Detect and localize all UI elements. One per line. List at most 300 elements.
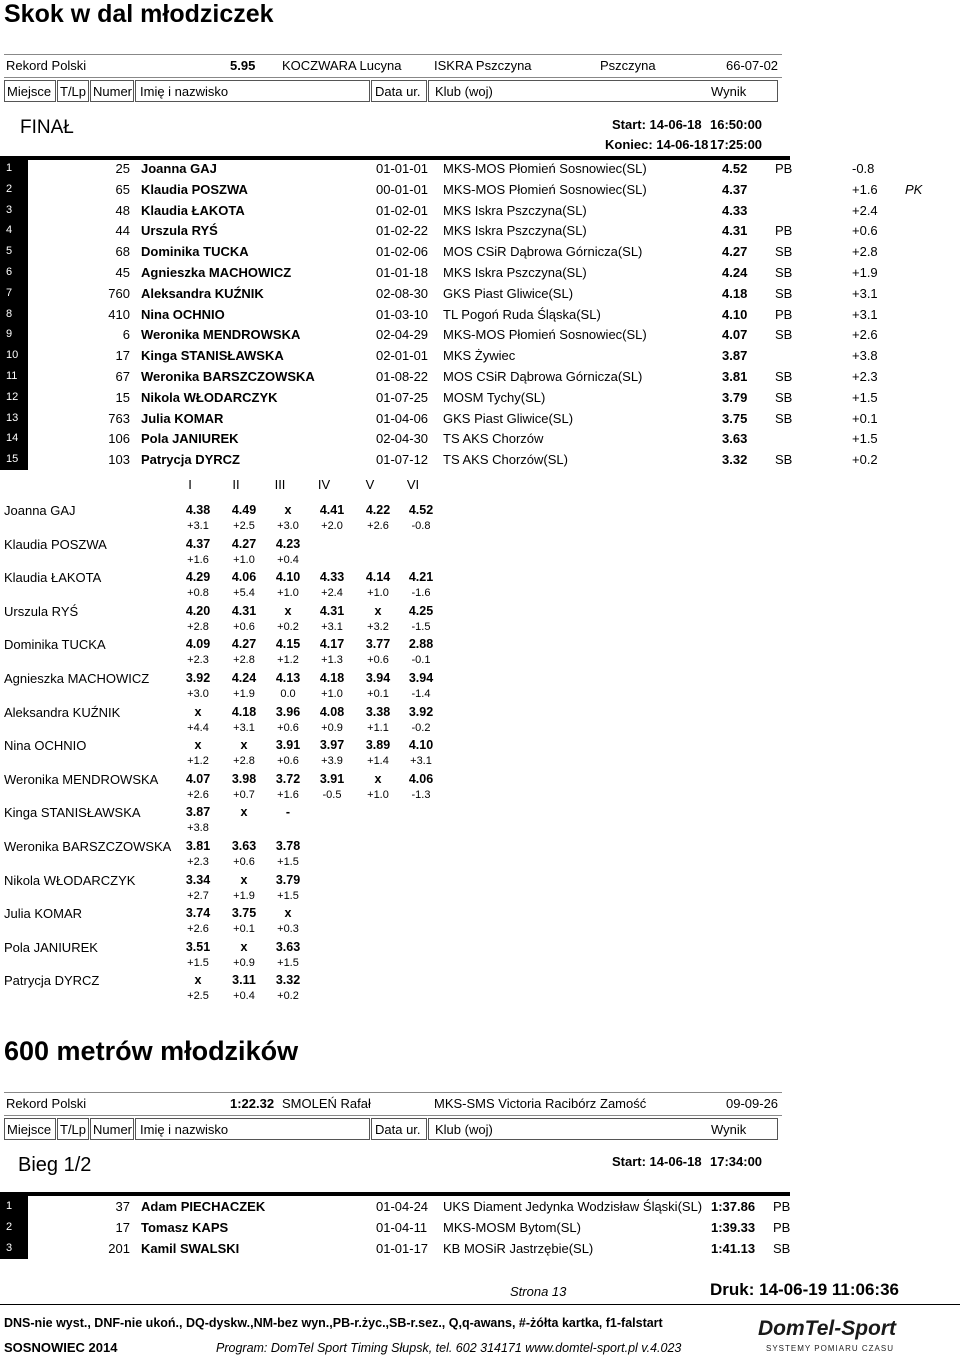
attempt-mark: 3.94 — [408, 671, 434, 685]
attempt-wind: +2.8 — [187, 620, 209, 633]
attempt-mark: 4.24 — [231, 671, 257, 685]
attempt-wind: +0.1 — [233, 923, 255, 936]
result-name: Nina OCHNIO — [141, 306, 225, 322]
page-number: Strona 13 — [510, 1284, 567, 1299]
attempt-mark: 4.10 — [408, 738, 434, 753]
result-row — [0, 200, 960, 221]
result-dob: 01-02-22 — [376, 223, 429, 239]
footer-city: SOSNOWIEC 2014 — [4, 1340, 118, 1355]
attempt-mark: 4.25 — [408, 603, 434, 618]
result-row — [0, 449, 960, 470]
attempt-wind: +0.6 — [277, 721, 299, 734]
footer-legend: DNS-nie wyst., DNF-nie ukoń., DQ-dyskw.,NM-bez wyn.,PB-r.życ.,SB-r.sez., Q,q-awans, #-żółta kartka, f1-falstart — [4, 1316, 663, 1330]
result-name: Dominika TUCKA — [141, 244, 249, 260]
col-club: Klub (woj) Wynik — [428, 80, 778, 102]
attempt-mark: 3.77 — [365, 637, 391, 652]
attempt-mark: 4.52 — [408, 503, 434, 517]
result-number: 17 — [115, 348, 130, 364]
attempt-wind: +2.0 — [321, 520, 343, 532]
result-name: Klaudia POSZWA — [141, 181, 248, 197]
attempt-mark: 3.79 — [275, 872, 301, 887]
result-number: 410 — [108, 306, 130, 322]
attempt-mark: x — [374, 771, 382, 786]
result-number: 6 — [122, 327, 130, 343]
result-mark: 3.75 — [722, 410, 748, 426]
logo-main: DomTel-Sport — [758, 1317, 897, 1340]
result-name: Nikola WŁODARCZYK — [141, 389, 278, 405]
attempt-mark: 3.51 — [185, 939, 211, 954]
attempt-mark: - — [285, 805, 291, 820]
attempt-wind: +5.4 — [233, 587, 255, 600]
attempt-athlete: Weronika BARSZCZOWSKA — [4, 839, 172, 854]
attempt-wind: +2.3 — [187, 654, 209, 667]
result-record: PB — [775, 306, 793, 322]
attempt-mark: 3.94 — [365, 671, 391, 685]
result2-club: KB MOSiR Jastrzębie(SL) — [443, 1241, 594, 1256]
result-wind: +2.4 — [852, 202, 878, 218]
attempt-wind: +1.6 — [187, 553, 209, 566]
attempt-wind: +1.6 — [277, 788, 299, 801]
attempt-mark: 4.14 — [365, 570, 391, 585]
result-mark: 3.81 — [722, 369, 748, 384]
attempt-wind: +0.6 — [233, 620, 255, 633]
attempt-mark: x — [240, 738, 248, 753]
result-row — [0, 408, 960, 429]
record2-label: Rekord Polski — [6, 1096, 87, 1111]
result-dob: 01-01-01 — [376, 161, 429, 176]
result-number: 15 — [115, 389, 130, 405]
attempt-wind: +1.4 — [367, 755, 389, 768]
col-number: Numer — [90, 80, 134, 102]
result-club: MKS Żywiec — [443, 348, 516, 364]
attempt-wind: +0.4 — [277, 553, 299, 566]
attempt-wind: +0.6 — [233, 856, 255, 868]
attempt-mark: x — [240, 805, 248, 820]
attempt-mark: 4.22 — [365, 503, 391, 517]
result-name: Klaudia ŁAKOTA — [141, 202, 245, 218]
result-name: Agnieszka MACHOWICZ — [141, 265, 292, 280]
attempt-mark: 3.97 — [319, 738, 345, 753]
col2-place: Miejsce — [4, 1118, 56, 1140]
result-number: 44 — [115, 223, 130, 239]
round-label: FINAŁ — [20, 117, 74, 138]
result-row — [0, 283, 960, 304]
domtel-logo — [758, 1317, 906, 1357]
attempt-wind: +3.2 — [367, 620, 389, 633]
start-label: Start: 14-06-18 — [612, 117, 702, 132]
attempt-mark: 4.37 — [185, 536, 211, 551]
result-record: SB — [775, 285, 793, 301]
result-row — [0, 179, 960, 200]
attempt-athlete: Nina OCHNIO — [4, 738, 87, 754]
attempt-mark: x — [284, 603, 292, 618]
attempt-mark: 4.17 — [319, 637, 345, 652]
attempt-athlete: Pola JANIUREK — [4, 939, 98, 955]
result-place: 1 — [0, 158, 28, 179]
result-wind: +0.6 — [852, 223, 878, 239]
result-name: Joanna GAJ — [141, 161, 217, 176]
result2-name: Tomasz KAPS — [141, 1220, 229, 1235]
result-wind: +1.9 — [852, 265, 878, 280]
record2-value: 1:22.32 — [230, 1096, 275, 1111]
attempt-mark: x — [284, 906, 292, 921]
result-mark: 3.87 — [722, 348, 748, 364]
result-club: MKS-MOS Płomień Sosnowiec(SL) — [443, 181, 647, 197]
result-name: Weronika MENDROWSKA — [141, 327, 301, 343]
result-club: MOS CSiR Dąbrowa Górnicza(SL) — [443, 369, 643, 384]
col-name: Imię i nazwisko — [135, 80, 370, 102]
attempt-mark: 4.15 — [275, 637, 301, 652]
result-mark: 4.18 — [722, 285, 748, 301]
attempt-mark: 3.87 — [185, 805, 211, 820]
attempt-athlete: Dominika TUCKA — [4, 637, 106, 653]
result2-record: PB — [773, 1199, 791, 1214]
attempt-header: IV — [317, 477, 331, 492]
result-place: 12 — [0, 387, 28, 408]
result-dob: 01-03-10 — [376, 306, 429, 322]
result2-club: UKS Diament Jedynka Wodzisław Śląski(SL) — [443, 1199, 703, 1214]
start-time: 16:50:00 — [710, 117, 763, 132]
result2-row — [0, 1196, 960, 1217]
attempt-mark: 4.33 — [319, 570, 345, 585]
attempt-mark: 3.11 — [232, 973, 256, 988]
result2-record: PB — [773, 1220, 791, 1235]
attempt-athlete: Aleksandra KUŹNIK — [4, 704, 121, 720]
attempt-mark: x — [284, 503, 292, 517]
attempt-wind: +2.7 — [187, 889, 209, 902]
attempt-athlete: Kinga STANISŁAWSKA — [4, 805, 141, 821]
result-name: Pola JANIUREK — [141, 431, 239, 447]
record-holder: KOCZWARA Lucyna — [282, 58, 402, 73]
result-number: 25 — [115, 161, 130, 176]
attempt-mark: 3.34 — [185, 872, 211, 887]
attempt-athlete: Urszula RYŚ — [4, 603, 79, 619]
result-number: 67 — [115, 369, 130, 384]
attempt-wind: +2.3 — [187, 856, 209, 868]
result-wind: +1.5 — [852, 431, 878, 447]
attempt-mark: x — [240, 872, 248, 887]
attempt-mark: 3.63 — [231, 839, 257, 853]
attempt-wind: +0.9 — [233, 956, 255, 969]
attempt-header: V — [365, 477, 375, 492]
result-dob: 02-04-30 — [376, 431, 429, 447]
result-name: Aleksandra KUŹNIK — [141, 285, 264, 301]
result-number: 48 — [115, 202, 130, 218]
attempt-mark: x — [194, 704, 202, 719]
result-place: 5 — [0, 241, 28, 262]
result-row — [0, 387, 960, 408]
end-time: 17:25:00 — [710, 137, 763, 152]
attempt-wind: +1.5 — [277, 956, 299, 969]
result-mark: 3.32 — [722, 452, 748, 468]
result-dob: 02-08-30 — [376, 285, 429, 301]
attempt-wind: +1.0 — [321, 688, 343, 700]
attempt-athlete: Weronika MENDROWSKA — [4, 771, 159, 787]
attempt-wind: -0.8 — [411, 520, 431, 532]
record2-date: 09-09-26 — [726, 1096, 779, 1111]
result-club: MOS CSiR Dąbrowa Górnicza(SL) — [443, 244, 643, 260]
attempt-wind: +1.2 — [277, 654, 299, 667]
attempt-athlete: Agnieszka MACHOWICZ — [4, 671, 150, 686]
attempt-wind: +1.9 — [233, 889, 255, 902]
attempt-header: VI — [406, 477, 420, 492]
result2-club: MKS-MOSM Bytom(SL) — [443, 1220, 581, 1235]
result2-name: Adam PIECHACZEK — [141, 1199, 266, 1214]
attempt-wind: +2.8 — [233, 654, 255, 667]
attempt-mark: 3.89 — [365, 738, 391, 753]
result-dob: 00-01-01 — [376, 181, 429, 197]
attempt-wind: +1.0 — [277, 587, 299, 600]
event-title: Skok w dal młodziczek — [4, 0, 274, 28]
attempt-wind: +3.1 — [233, 721, 255, 734]
result-mark: 4.24 — [722, 265, 748, 280]
result-record: SB — [775, 327, 793, 343]
result-number: 106 — [108, 431, 130, 447]
result-club: MKS Iskra Pszczyna(SL) — [443, 223, 587, 239]
result-place: 3 — [0, 200, 28, 221]
attempt-wind: +2.8 — [233, 755, 255, 768]
attempt-mark: 4.29 — [185, 570, 211, 585]
attempt-wind: +1.2 — [187, 755, 209, 768]
attempt-mark: 4.20 — [185, 603, 211, 618]
result2-dob: 01-04-11 — [376, 1220, 428, 1235]
attempt-wind: +1.3 — [321, 654, 343, 667]
result-row — [0, 345, 960, 366]
result2-dob: 01-01-17 — [376, 1241, 429, 1256]
attempt-athlete: Klaudia ŁAKOTA — [4, 570, 102, 586]
attempt-wind: +4.4 — [187, 721, 209, 734]
record2-row — [4, 1092, 782, 1116]
attempt-mark: 4.49 — [231, 503, 257, 517]
col-dob: Data ur. — [371, 80, 427, 102]
result-record: PB — [775, 223, 793, 239]
result-number: 65 — [115, 181, 130, 197]
record2-holder: SMOLEŃ Rafał — [282, 1096, 371, 1111]
record-value: 5.95 — [230, 58, 256, 73]
result-dob: 02-04-29 — [376, 327, 429, 343]
attempt-athlete: Nikola WŁODARCZYK — [4, 872, 136, 888]
attempt-mark: 3.91 — [319, 771, 345, 786]
end-label: Koniec: 14-06-18 — [605, 137, 709, 152]
result2-place: 3 — [0, 1238, 28, 1259]
result-record: SB — [775, 244, 793, 260]
result-dob: 01-02-06 — [376, 244, 429, 260]
result-wind: +2.6 — [852, 327, 878, 343]
result-mark: 4.10 — [722, 306, 748, 322]
attempt-mark: 3.81 — [185, 839, 211, 853]
attempt-athlete: Patrycja DYRCZ — [4, 973, 100, 989]
attempt-athlete: Julia KOMAR — [4, 906, 83, 922]
result-number: 45 — [115, 265, 130, 280]
attempt-wind: -1.5 — [411, 620, 431, 633]
attempt-wind: -1.6 — [411, 587, 431, 600]
attempt-mark: 3.92 — [185, 671, 211, 685]
result-wind: +3.1 — [852, 285, 878, 301]
attempt-mark: 3.72 — [275, 771, 301, 786]
event2-title: 600 metrów młodzików — [4, 1036, 299, 1066]
result-wind: +2.3 — [852, 369, 878, 384]
record2-club: MKS-SMS Victoria Racibórz — [434, 1096, 597, 1111]
result-record: SB — [775, 265, 793, 280]
attempt-mark: x — [240, 939, 248, 954]
attempt-mark: x — [194, 973, 202, 988]
record-label: Rekord Polski — [6, 58, 87, 73]
result-dob: 01-07-12 — [376, 452, 429, 468]
result-note: PK — [905, 181, 923, 197]
result-row — [0, 366, 960, 387]
col-tlp: T/Lp — [57, 80, 89, 102]
result2-number: 17 — [115, 1220, 130, 1235]
result-wind: -0.8 — [852, 161, 875, 176]
result-club: MKS-MOS Płomień Sosnowiec(SL) — [443, 161, 647, 176]
attempt-wind: -1.3 — [411, 788, 431, 801]
result2-record: SB — [773, 1241, 791, 1256]
attempt-wind: +3.1 — [321, 620, 343, 633]
result-club: GKS Piast Gliwice(SL) — [443, 410, 574, 426]
attempt-wind: +0.2 — [277, 620, 299, 633]
attempt-mark: 3.98 — [231, 771, 257, 786]
attempt-wind: +1.5 — [277, 889, 299, 902]
result-name: Patrycja DYRCZ — [141, 452, 240, 468]
attempt-wind: +3.9 — [321, 755, 343, 768]
attempt-wind: +1.0 — [367, 788, 389, 801]
attempt-mark: 3.96 — [275, 704, 301, 719]
attempt-wind: +2.6 — [187, 923, 209, 936]
start2-time: 17:34:00 — [710, 1154, 763, 1169]
attempt-wind: +3.1 — [410, 755, 432, 768]
attempt-mark: 3.38 — [365, 704, 391, 719]
result-place: 4 — [0, 220, 28, 241]
result2-number: 37 — [115, 1199, 130, 1214]
col2-dob: Data ur. — [371, 1118, 427, 1140]
attempt-wind: +2.5 — [187, 990, 209, 1003]
record-row — [4, 54, 782, 78]
attempt-wind: +2.6 — [187, 788, 209, 801]
result-place: 10 — [0, 345, 28, 366]
result-row — [0, 241, 960, 262]
footer-divider — [0, 1304, 960, 1305]
attempt-wind: +2.4 — [321, 587, 343, 600]
attempt-wind: +1.1 — [367, 721, 389, 734]
attempt-mark: 4.13 — [275, 671, 301, 685]
record-club: ISKRA Pszczyna — [434, 58, 532, 73]
result-club: MKS Iskra Pszczyna(SL) — [443, 202, 587, 218]
result-row — [0, 304, 960, 325]
result-dob: 01-04-06 — [376, 410, 429, 426]
print-date: Druk: 14-06-19 11:06:36 — [710, 1280, 900, 1299]
result-row — [0, 158, 960, 179]
result-row — [0, 324, 960, 345]
attempt-header: III — [274, 477, 286, 492]
result-place: 2 — [0, 179, 28, 200]
start2-label: Start: 14-06-18 — [612, 1154, 702, 1169]
attempt-wind: +0.4 — [233, 990, 255, 1003]
attempt-mark: 3.75 — [231, 906, 257, 921]
result-wind: +3.1 — [852, 306, 878, 322]
result2-row — [0, 1238, 960, 1259]
attempt-wind: +0.6 — [277, 755, 299, 768]
attempt-wind: +0.2 — [277, 990, 299, 1003]
record-date: 66-07-02 — [726, 58, 779, 73]
attempt-athlete: Klaudia POSZWA — [4, 536, 107, 552]
round2-label: Bieg 1/2 — [18, 1154, 92, 1176]
attempt-wind: +3.1 — [187, 520, 209, 532]
attempt-header: I — [188, 477, 192, 492]
attempt-mark: 3.91 — [275, 738, 301, 753]
attempt-wind: -0.5 — [322, 788, 342, 801]
result-number: 68 — [115, 244, 130, 260]
result-mark: 4.31 — [722, 223, 748, 239]
attempt-mark: 4.27 — [231, 637, 257, 652]
result-mark: 4.07 — [722, 327, 748, 343]
attempt-mark: 4.09 — [185, 637, 211, 652]
result2-number: 201 — [108, 1241, 130, 1256]
attempt-wind: +0.9 — [321, 721, 343, 734]
logo-sub: SYSTEMY POMIARU CZASU — [766, 1344, 894, 1353]
attempt-wind: +2.5 — [233, 520, 255, 532]
result2-time: 1:41.13 — [711, 1241, 756, 1256]
result2-row — [0, 1217, 960, 1238]
attempt-wind: +0.6 — [367, 654, 389, 667]
result-mark: 4.52 — [722, 161, 748, 176]
attempt-wind: 0.0 — [280, 688, 296, 700]
attempt-mark: 4.41 — [319, 503, 345, 517]
attempt-wind: +3.8 — [187, 822, 209, 835]
result-dob: 01-08-22 — [376, 369, 429, 384]
attempt-mark: 4.27 — [231, 536, 257, 551]
attempt-wind: -0.2 — [411, 721, 431, 734]
result2-time: 1:37.86 — [711, 1199, 756, 1214]
attempt-wind: +1.5 — [187, 956, 209, 969]
result-record: SB — [775, 452, 793, 468]
record2-place: Zamość — [600, 1096, 647, 1111]
attempt-athlete: Joanna GAJ — [4, 503, 76, 518]
attempt-mark: 4.08 — [319, 704, 345, 719]
attempt-mark: 4.06 — [231, 570, 257, 585]
result-dob: 01-02-01 — [376, 202, 429, 218]
attempt-wind: +2.6 — [367, 520, 389, 532]
attempt-wind: +0.8 — [187, 587, 209, 600]
result-number: 763 — [108, 410, 130, 426]
result-name: Julia KOMAR — [141, 410, 224, 426]
attempt-mark: 4.31 — [319, 603, 345, 618]
result-place: 15 — [0, 449, 28, 470]
result-place: 11 — [0, 366, 28, 387]
attempt-wind: +1.5 — [277, 856, 299, 868]
result-club: TS AKS Chorzów — [443, 431, 544, 447]
result2-place: 1 — [0, 1196, 28, 1217]
result-row — [0, 428, 960, 449]
col2-name: Imię i nazwisko — [135, 1118, 370, 1140]
col-place: Miejsce — [4, 80, 56, 102]
result-dob: 01-07-25 — [376, 389, 429, 405]
attempt-mark: 4.18 — [231, 704, 257, 719]
result2-dob: 01-04-24 — [376, 1199, 429, 1214]
attempt-mark: 4.06 — [408, 771, 434, 786]
result-mark: 3.79 — [722, 389, 748, 405]
attempt-wind: -1.4 — [411, 688, 431, 700]
result-place: 6 — [0, 262, 28, 283]
result-place: 8 — [0, 304, 28, 325]
attempt-wind: +0.3 — [277, 923, 299, 936]
result-place: 13 — [0, 408, 28, 429]
result-club: MKS Iskra Pszczyna(SL) — [443, 265, 587, 280]
attempt-wind: +0.7 — [233, 788, 255, 801]
attempt-wind: +0.1 — [367, 688, 389, 700]
attempt-mark: 4.23 — [275, 536, 301, 551]
result-club: TL Pogoń Ruda Śląska(SL) — [443, 306, 601, 322]
result-club: MOSM Tychy(SL) — [443, 389, 546, 405]
